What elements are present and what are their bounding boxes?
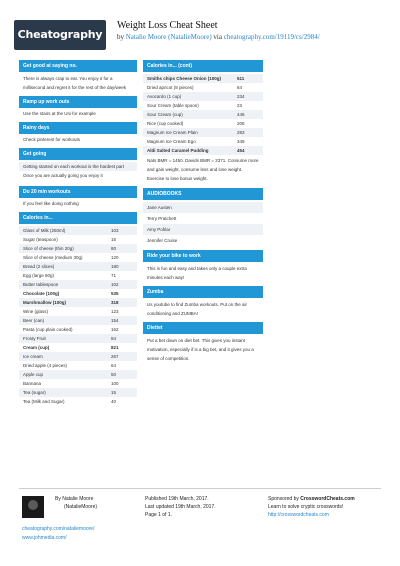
box-text: Put a bet down on diet bet. This gives you instant motivation, especially if is a big bet, and it gives you a sense of competition. bbox=[147, 338, 254, 361]
row-label: Egg (large 50g) bbox=[23, 273, 55, 278]
row-value: 23 bbox=[237, 103, 243, 108]
table-row bbox=[143, 92, 263, 101]
table-row bbox=[143, 110, 263, 119]
row-label: Magnum Ice Cream Ego bbox=[147, 139, 196, 144]
footer-author bbox=[55, 495, 93, 503]
footer-author-name[interactable]: Natalie Moore bbox=[62, 496, 94, 502]
calories-table bbox=[19, 226, 137, 406]
table-row bbox=[19, 343, 137, 352]
footer bbox=[0, 488, 400, 566]
author-link[interactable]: Natalie Moore (NatalieMoore) bbox=[125, 33, 212, 41]
table-row bbox=[19, 352, 137, 361]
box-heading: Zumba bbox=[143, 286, 263, 298]
row-value: 234 bbox=[237, 94, 245, 99]
box-audiobooks bbox=[143, 188, 263, 246]
row-value: 64 bbox=[237, 85, 243, 90]
row-value: 15 bbox=[111, 390, 117, 395]
box-rainy-days bbox=[19, 122, 137, 144]
table-row bbox=[19, 388, 137, 397]
row-value: 103 bbox=[111, 228, 119, 233]
bmr-note: Nats BMR = 1450. Davids BMR = 2371. Consume more and gain weight, consume less and lose weight. Exercise to lose bonus weight. bbox=[147, 158, 259, 181]
sponsor-tagline: Learn to solve cryptic crosswords! bbox=[268, 504, 344, 510]
row-value: 123 bbox=[111, 309, 119, 314]
sheet-url-link[interactable]: cheatography.com/19119/cs/2984/ bbox=[223, 33, 320, 41]
row-value: 267 bbox=[111, 354, 119, 359]
by-label: by bbox=[117, 33, 124, 41]
box-heading: Ride your bike to work bbox=[143, 250, 263, 262]
row-label: Slice of cheese (thin 20g) bbox=[23, 246, 74, 251]
row-label: Magnum Ice Cream Plain bbox=[147, 130, 198, 135]
row-label: Dried apple (4 pieces) bbox=[23, 363, 68, 368]
row-label: Ice cream bbox=[23, 354, 43, 359]
row-label: Beer (can) bbox=[23, 318, 45, 323]
table-row bbox=[19, 253, 137, 262]
row-value: 454 bbox=[237, 148, 245, 153]
row-label: Tea (sugar) bbox=[23, 390, 46, 395]
table-row bbox=[19, 244, 137, 253]
row-label: Smiths chips Cheese Onion (100g) bbox=[147, 76, 222, 81]
box-text: Us youtube to find Zumba workouts. Put on the air conditioning and ZUMBA! bbox=[147, 302, 248, 316]
row-label: Marshmallow (100g) bbox=[23, 300, 67, 305]
table-row bbox=[19, 397, 137, 406]
row-value: 511 bbox=[237, 76, 245, 81]
audiobook-author: Jane Austen bbox=[147, 205, 172, 210]
box-calories-cont bbox=[143, 60, 263, 183]
box-20-min bbox=[19, 186, 137, 208]
table-row bbox=[19, 289, 137, 298]
row-label: Frosty Fruit bbox=[23, 336, 46, 341]
box-bike bbox=[143, 250, 263, 282]
cheatography-logo[interactable]: Cheatography bbox=[14, 20, 106, 50]
right-column bbox=[143, 60, 263, 366]
row-value: 120 bbox=[111, 255, 119, 260]
box-text: Getting started on each workout is the hardest part bbox=[19, 162, 137, 171]
row-value: 71 bbox=[111, 273, 117, 278]
box-heading: AUDIOBOOKS bbox=[143, 188, 263, 200]
row-label: Apple cup bbox=[23, 372, 44, 377]
box-calories bbox=[19, 212, 137, 406]
table-row bbox=[19, 307, 137, 316]
box-ramp-up bbox=[19, 96, 137, 118]
box-heading: Ramp up work outs bbox=[19, 96, 137, 108]
list-item bbox=[143, 235, 263, 246]
audiobook-list bbox=[143, 202, 263, 246]
row-label: Sour Cream (cup) bbox=[147, 112, 183, 117]
page-title: Weight Loss Cheat Sheet bbox=[117, 20, 218, 31]
calories-cont-table bbox=[143, 74, 263, 155]
author-avatar[interactable] bbox=[22, 496, 44, 518]
box-heading: Calories in... bbox=[19, 212, 137, 224]
row-value: 535 bbox=[111, 291, 119, 296]
sponsor-line bbox=[268, 495, 355, 503]
table-row bbox=[143, 128, 263, 137]
box-text: Once you are actually going you enjoy it bbox=[23, 173, 103, 178]
row-value: 80 bbox=[111, 246, 117, 251]
row-label: Chocolate (100g) bbox=[23, 291, 60, 296]
footer-website-link[interactable]: www.johmedia.com/ bbox=[22, 535, 67, 541]
box-text: Use the stairs at the Uni for example bbox=[23, 111, 96, 116]
row-value: 64 bbox=[111, 363, 117, 368]
table-row bbox=[19, 271, 137, 280]
table-row bbox=[143, 101, 263, 110]
sponsor-prefix: Sponsored by bbox=[268, 496, 299, 502]
row-label: Aldi Salted Caramel Pudding bbox=[147, 148, 209, 153]
row-label: Bannana bbox=[23, 381, 42, 386]
row-value: 821 bbox=[111, 345, 119, 350]
row-label: Sour Cream (table spoon) bbox=[147, 103, 199, 108]
table-row bbox=[19, 316, 137, 325]
row-label: Sugar (teaspoon) bbox=[23, 237, 58, 242]
row-label: Dried apricot (8 pieces) bbox=[147, 85, 194, 90]
box-heading: Rainy days bbox=[19, 122, 137, 134]
left-column bbox=[19, 60, 137, 409]
published-date: Published 19th March, 2017. bbox=[145, 496, 209, 502]
box-text: There is always crap to eat. You enjoy it for a millisecond and regret it for the rest of the day/week bbox=[23, 76, 127, 90]
row-value: 180 bbox=[111, 264, 119, 269]
table-row bbox=[143, 146, 263, 155]
row-label: Bread (2 slices) bbox=[23, 264, 55, 269]
table-row bbox=[143, 74, 263, 83]
via-label: via bbox=[213, 33, 222, 41]
table-row bbox=[19, 226, 137, 235]
byline bbox=[117, 33, 320, 41]
footer-by-label: By bbox=[55, 496, 61, 502]
page-count: Page 1 of 1. bbox=[145, 512, 172, 518]
row-label: Butter tablespoon bbox=[23, 282, 59, 287]
row-value: 154 bbox=[111, 318, 119, 323]
row-value: 100 bbox=[111, 381, 119, 386]
row-label: Cream (cup) bbox=[23, 345, 50, 350]
table-row bbox=[19, 298, 137, 307]
box-zumba bbox=[143, 286, 263, 318]
row-label: Pasta (cup plain cooked) bbox=[23, 327, 73, 332]
box-diet bbox=[143, 322, 263, 363]
box-heading: Get going bbox=[19, 148, 137, 160]
row-value: 50 bbox=[111, 372, 117, 377]
row-value: 40 bbox=[111, 399, 117, 404]
table-row bbox=[19, 361, 137, 370]
sponsor-name[interactable]: CrosswordCheats.com bbox=[300, 496, 355, 502]
audiobook-author: Amy Pohlar bbox=[147, 227, 171, 232]
updated-date: Last updated 19th March, 2017. bbox=[145, 504, 216, 510]
audiobook-author: Terry Pratchett bbox=[147, 216, 177, 221]
row-value: 445 bbox=[237, 112, 245, 117]
box-say-no bbox=[19, 60, 137, 92]
box-text: If you feel like doing nothing bbox=[23, 201, 79, 206]
table-row bbox=[143, 83, 263, 92]
row-value: 15 bbox=[111, 237, 117, 242]
table-row bbox=[19, 262, 137, 271]
row-label: Wine (glass) bbox=[23, 309, 49, 314]
table-row bbox=[19, 379, 137, 388]
header bbox=[0, 0, 400, 60]
row-value: 283 bbox=[237, 130, 245, 135]
row-value: 162 bbox=[111, 327, 119, 332]
box-heading: Diettet bbox=[143, 322, 263, 334]
table-row bbox=[19, 325, 137, 334]
row-label: Slice of cheese (medium 30g) bbox=[23, 255, 83, 260]
box-heading: Get good at saying no. bbox=[19, 60, 137, 72]
footer-handle: (NatalieMoore) bbox=[64, 504, 98, 510]
table-row bbox=[143, 119, 263, 128]
list-item bbox=[143, 202, 263, 213]
list-item bbox=[143, 213, 263, 224]
row-value: 349 bbox=[237, 139, 245, 144]
row-label: Rice (cup cooked) bbox=[147, 121, 184, 126]
sponsor-url[interactable]: http://crosswordcheats.com bbox=[268, 512, 329, 518]
row-label: Tea (Milk and Sugar) bbox=[23, 399, 65, 404]
row-label: Glass of Milk (250ml) bbox=[23, 228, 66, 233]
table-row bbox=[19, 334, 137, 343]
row-label: Avocardo (1 cup) bbox=[147, 94, 182, 99]
audiobook-author: Jennifer Cruise bbox=[147, 238, 178, 243]
box-text: This is fun and easy and takes only a couple extra minutes each way! bbox=[147, 266, 247, 280]
table-row bbox=[19, 235, 137, 244]
list-item bbox=[143, 224, 263, 235]
footer-profile-link[interactable]: cheatography.com/nataliemoore/ bbox=[22, 526, 95, 532]
row-value: 102 bbox=[111, 282, 119, 287]
footer-divider bbox=[19, 488, 381, 489]
box-heading: Do 20 min workouts bbox=[19, 186, 137, 198]
box-text: Check pinterest for workouts bbox=[23, 137, 81, 142]
box-get-going bbox=[19, 148, 137, 180]
box-heading: Calories in... (cont) bbox=[143, 60, 263, 72]
row-value: 318 bbox=[111, 300, 119, 305]
row-value: 206 bbox=[237, 121, 245, 126]
table-row bbox=[19, 280, 137, 289]
row-value: 84 bbox=[111, 336, 117, 341]
table-row bbox=[19, 370, 137, 379]
table-row bbox=[143, 137, 263, 146]
